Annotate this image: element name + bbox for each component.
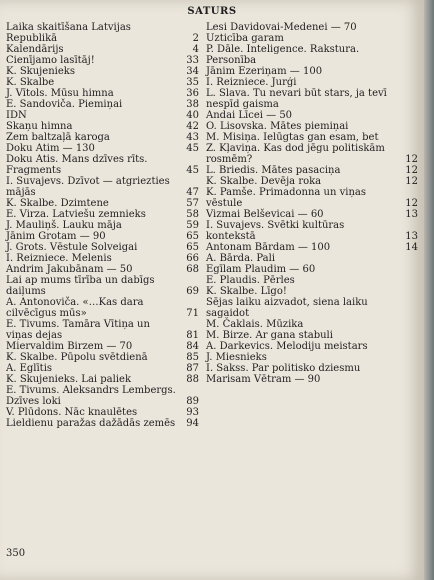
- toc-entry-title: I. Reizniece. Melenis: [6, 253, 112, 264]
- toc-entry-title: J. Mauliņš. Lauku māja: [6, 220, 122, 231]
- toc-entry-page: 43: [186, 132, 199, 143]
- toc-entry: [206, 264, 418, 275]
- toc-entry-page: 66: [186, 253, 199, 264]
- toc-entry-page: 81: [186, 330, 199, 341]
- toc-entry-title: K. Skujenieks. Lai paliek: [6, 374, 132, 385]
- toc-entry-title: V. Plūdons. Nāc knaulētes: [6, 407, 138, 418]
- toc-entry: [206, 165, 418, 176]
- toc-entry-title: Andai Līcei — 50: [206, 110, 293, 121]
- toc-entry: [6, 220, 199, 231]
- toc-entry: [206, 110, 418, 121]
- toc-entry: [6, 341, 199, 352]
- toc-entry-page: 2: [192, 33, 199, 44]
- toc-entry: [6, 385, 199, 407]
- toc-entry-title: E. Tivums. Tamāra Vītiņa un viņas dejas: [6, 319, 150, 341]
- toc-entry-page: 65: [186, 231, 199, 242]
- toc-entry-title: Sējas laiku aizvadot, siena laiku sagaidot: [206, 297, 368, 319]
- toc-right-column: [206, 22, 418, 385]
- toc-entry: [6, 352, 199, 363]
- toc-entry: [206, 363, 418, 374]
- toc-entry: [6, 77, 199, 88]
- toc-entry-title: K. Skalbe. Dzimtene: [6, 198, 109, 209]
- toc-entry: [206, 132, 418, 143]
- toc-entry-title: Jānim Grotam — 90: [6, 231, 106, 242]
- toc-entry-page: 45: [186, 143, 199, 154]
- toc-entry-title: K. Skalbe. Pūpolu svētdienā: [6, 352, 148, 363]
- toc-entry: [206, 330, 418, 341]
- toc-entry-page: 93: [186, 407, 199, 418]
- toc-entry: [206, 33, 418, 44]
- toc-entry: [206, 297, 418, 319]
- toc-entry-title: A. Antonoviča. «…Kas dara cilvēcīgus mūs»: [6, 297, 144, 319]
- toc-entry: [6, 66, 199, 77]
- toc-entry-title: M. Čaklais. Mūzika: [206, 319, 304, 330]
- toc-entry: [206, 220, 418, 242]
- toc-entry: [206, 121, 418, 132]
- toc-entry-title: Lesi Davidovai-Medenei — 70: [206, 22, 357, 33]
- toc-entry-title: A. Bārda. Pali: [206, 253, 276, 264]
- toc-entry: [6, 198, 199, 209]
- toc-entry-page: 69: [186, 286, 199, 297]
- page-title: SATURS: [187, 6, 237, 17]
- toc-entry: [6, 44, 199, 55]
- toc-entry-page: 94: [186, 418, 199, 429]
- toc-entry-title: Marisam Vētram — 90: [206, 374, 321, 385]
- toc-entry: [6, 363, 199, 374]
- toc-entry-page: 13: [405, 209, 418, 220]
- toc-entry-page: 36: [186, 88, 199, 99]
- toc-entry: [6, 55, 199, 66]
- toc-entry: [6, 88, 199, 99]
- toc-entry-page: 58: [186, 209, 199, 220]
- toc-entry: [206, 187, 418, 209]
- toc-entry-title: E. Tivums. Aleksandrs Lembergs. Dzīves loki: [6, 385, 176, 407]
- toc-entry: [6, 407, 199, 418]
- toc-entry: [206, 66, 418, 77]
- toc-entry-title: I. Reizniece. Jurģi: [206, 77, 297, 88]
- toc-entry: [6, 110, 199, 121]
- toc-entry-page: 57: [186, 198, 199, 209]
- toc-entry-title: A. Eglītis: [6, 363, 53, 374]
- toc-entry-title: I. Suvajevs. Svētki kultūras kontekstā: [206, 220, 345, 242]
- toc-entry: [6, 297, 199, 319]
- toc-entry-title: J. Miesnieks: [206, 352, 267, 363]
- toc-entry-page: 42: [186, 121, 199, 132]
- toc-entry: [6, 132, 199, 143]
- toc-entry-title: Vizmai Belševicai — 60: [206, 209, 324, 220]
- toc-entry: [6, 154, 199, 176]
- toc-entry-title: Doku Atis. Mans dzīves rīts. Fragments: [6, 154, 148, 176]
- toc-entry-page: 89: [186, 396, 199, 407]
- toc-entry: [6, 242, 199, 253]
- toc-entry-title: Miervaldim Birzem — 70: [6, 341, 133, 352]
- toc-entry: [6, 253, 199, 264]
- toc-entry-page: 65: [186, 242, 199, 253]
- toc-entry-title: L. Slava. Tu nevari būt stars, ja tevī nespīd gaisma: [206, 88, 387, 110]
- toc-entry-title: A. Darkevics. Melodiju meistars: [206, 341, 368, 352]
- toc-entry-page: 40: [186, 110, 199, 121]
- toc-entry: [206, 253, 418, 264]
- toc-entry-title: Cienījamo lasītāj!: [6, 55, 95, 66]
- toc-entry-title: Laika skaitīšana Latvijas Republikā: [6, 22, 131, 44]
- toc-entry-page: 4: [192, 44, 199, 55]
- toc-entry-page: 12: [405, 198, 418, 209]
- toc-entry: [6, 319, 199, 341]
- toc-entry-title: Andrim Jakubānam — 50: [6, 264, 133, 275]
- toc-entry: [6, 99, 199, 110]
- toc-entry-title: Kalendārijs: [6, 44, 64, 55]
- toc-entry-title: K. Pamše. Primadonna un viņas vēstule: [206, 187, 366, 209]
- toc-entry-title: L. Briedis. Mātes pasaciņa: [206, 165, 341, 176]
- toc-entry: [206, 44, 418, 66]
- toc-entry-title: Lieldienu paražas dažādās zemēs: [6, 418, 176, 429]
- toc-entry-title: E. Virza. Latviešu zemnieks: [6, 209, 146, 220]
- toc-entry-page: 12: [405, 165, 418, 176]
- toc-entry-title: Doku Atim — 130: [6, 143, 95, 154]
- toc-entry-title: E. Plaudis. Pērles: [206, 275, 295, 286]
- toc-entry: [206, 77, 418, 88]
- toc-entry: [206, 209, 418, 220]
- toc-entry: [206, 374, 418, 385]
- toc-entry-title: Skaņu himna: [6, 121, 73, 132]
- toc-entry-page: 88: [186, 374, 199, 385]
- toc-entry-title: Jānim Ezeriņam — 100: [206, 66, 323, 77]
- toc-entry: [206, 286, 418, 297]
- toc-entry: [206, 319, 418, 330]
- toc-entry: [206, 88, 418, 110]
- toc-entry-page: 85: [186, 352, 199, 363]
- toc-entry-title: M. Birze. Ar gana stabuli: [206, 330, 333, 341]
- toc-entry: [206, 242, 418, 253]
- toc-entry-title: J. Vītols. Mūsu himna: [6, 88, 114, 99]
- toc-entry: [6, 418, 199, 429]
- toc-entry-title: P. Dāle. Inteligence. Rakstura. Personība: [206, 44, 360, 66]
- toc-entry-page: 14: [405, 242, 418, 253]
- toc-entry: [6, 374, 199, 385]
- toc-entry-title: IDN: [6, 110, 27, 121]
- toc-entry: [6, 143, 199, 154]
- toc-entry: [6, 209, 199, 220]
- toc-entry-page: 38: [186, 99, 199, 110]
- toc-entry-page: 59: [186, 220, 199, 231]
- toc-entry-title: Zem baltzaļā karoga: [6, 132, 110, 143]
- toc-entry: [206, 352, 418, 363]
- toc-entry: [206, 22, 418, 33]
- toc-entry-title: Uzticība garam: [206, 33, 284, 44]
- toc-entry-title: Lai ap mums tīrība un dabīgs daiļums: [6, 275, 155, 297]
- toc-entry-page: 33: [186, 55, 199, 66]
- toc-entry-title: K. Skujenieks: [6, 66, 75, 77]
- next-page-edge: [424, 0, 434, 580]
- toc-entry-page: 47: [186, 187, 199, 198]
- toc-entry: [6, 22, 199, 44]
- toc-entry: [206, 143, 418, 165]
- toc-entry: [6, 121, 199, 132]
- toc-left-column: [6, 22, 199, 429]
- toc-entry-page: 35: [186, 77, 199, 88]
- page-number: 350: [6, 548, 26, 559]
- toc-entry-page: 87: [186, 363, 199, 374]
- toc-entry-title: K. Skalbe: [6, 77, 55, 88]
- toc-entry-page: 12: [405, 176, 418, 187]
- toc-entry-page: 71: [186, 308, 199, 319]
- toc-entry-page: 12: [405, 154, 418, 165]
- toc-entry-title: J. Grots. Vēstule Solveigai: [6, 242, 138, 253]
- toc-entry-title: K. Skalbe. Devēja roka: [206, 176, 322, 187]
- toc-entry-title: M. Misiņa. Ielūgtas gan esam, bet: [206, 132, 379, 143]
- toc-entry: [6, 176, 199, 198]
- toc-entry-page: 45: [186, 165, 199, 176]
- toc-entry-title: I. Suvajevs. Dzīvot — atgriezties mājās: [6, 176, 170, 198]
- toc-entry-page: 34: [186, 66, 199, 77]
- toc-entry: [6, 264, 199, 275]
- toc-entry: [206, 176, 418, 187]
- toc-entry: [6, 231, 199, 242]
- toc-entry-title: I. Sakss. Par politisko dziesmu: [206, 363, 361, 374]
- toc-entry: [6, 275, 199, 297]
- toc-entry: [206, 341, 418, 352]
- toc-entry: [206, 275, 418, 286]
- toc-entry-title: O. Lisovska. Mātes piemiņai: [206, 121, 349, 132]
- toc-entry-page: 13: [405, 231, 418, 242]
- toc-entry-title: Egīlam Plaudim — 60: [206, 264, 316, 275]
- toc-entry-title: Z. Kļaviņa. Kas dod jēgu politiskām rosmēm?: [206, 143, 385, 165]
- toc-entry-title: Antonam Bārdam — 100: [206, 242, 331, 253]
- toc-entry-page: 68: [186, 264, 199, 275]
- toc-entry-title: E. Sandoviča. Piemiņai: [6, 99, 123, 110]
- toc-entry-title: K. Skalbe. Līgo!: [206, 286, 287, 297]
- toc-entry-page: 84: [186, 341, 199, 352]
